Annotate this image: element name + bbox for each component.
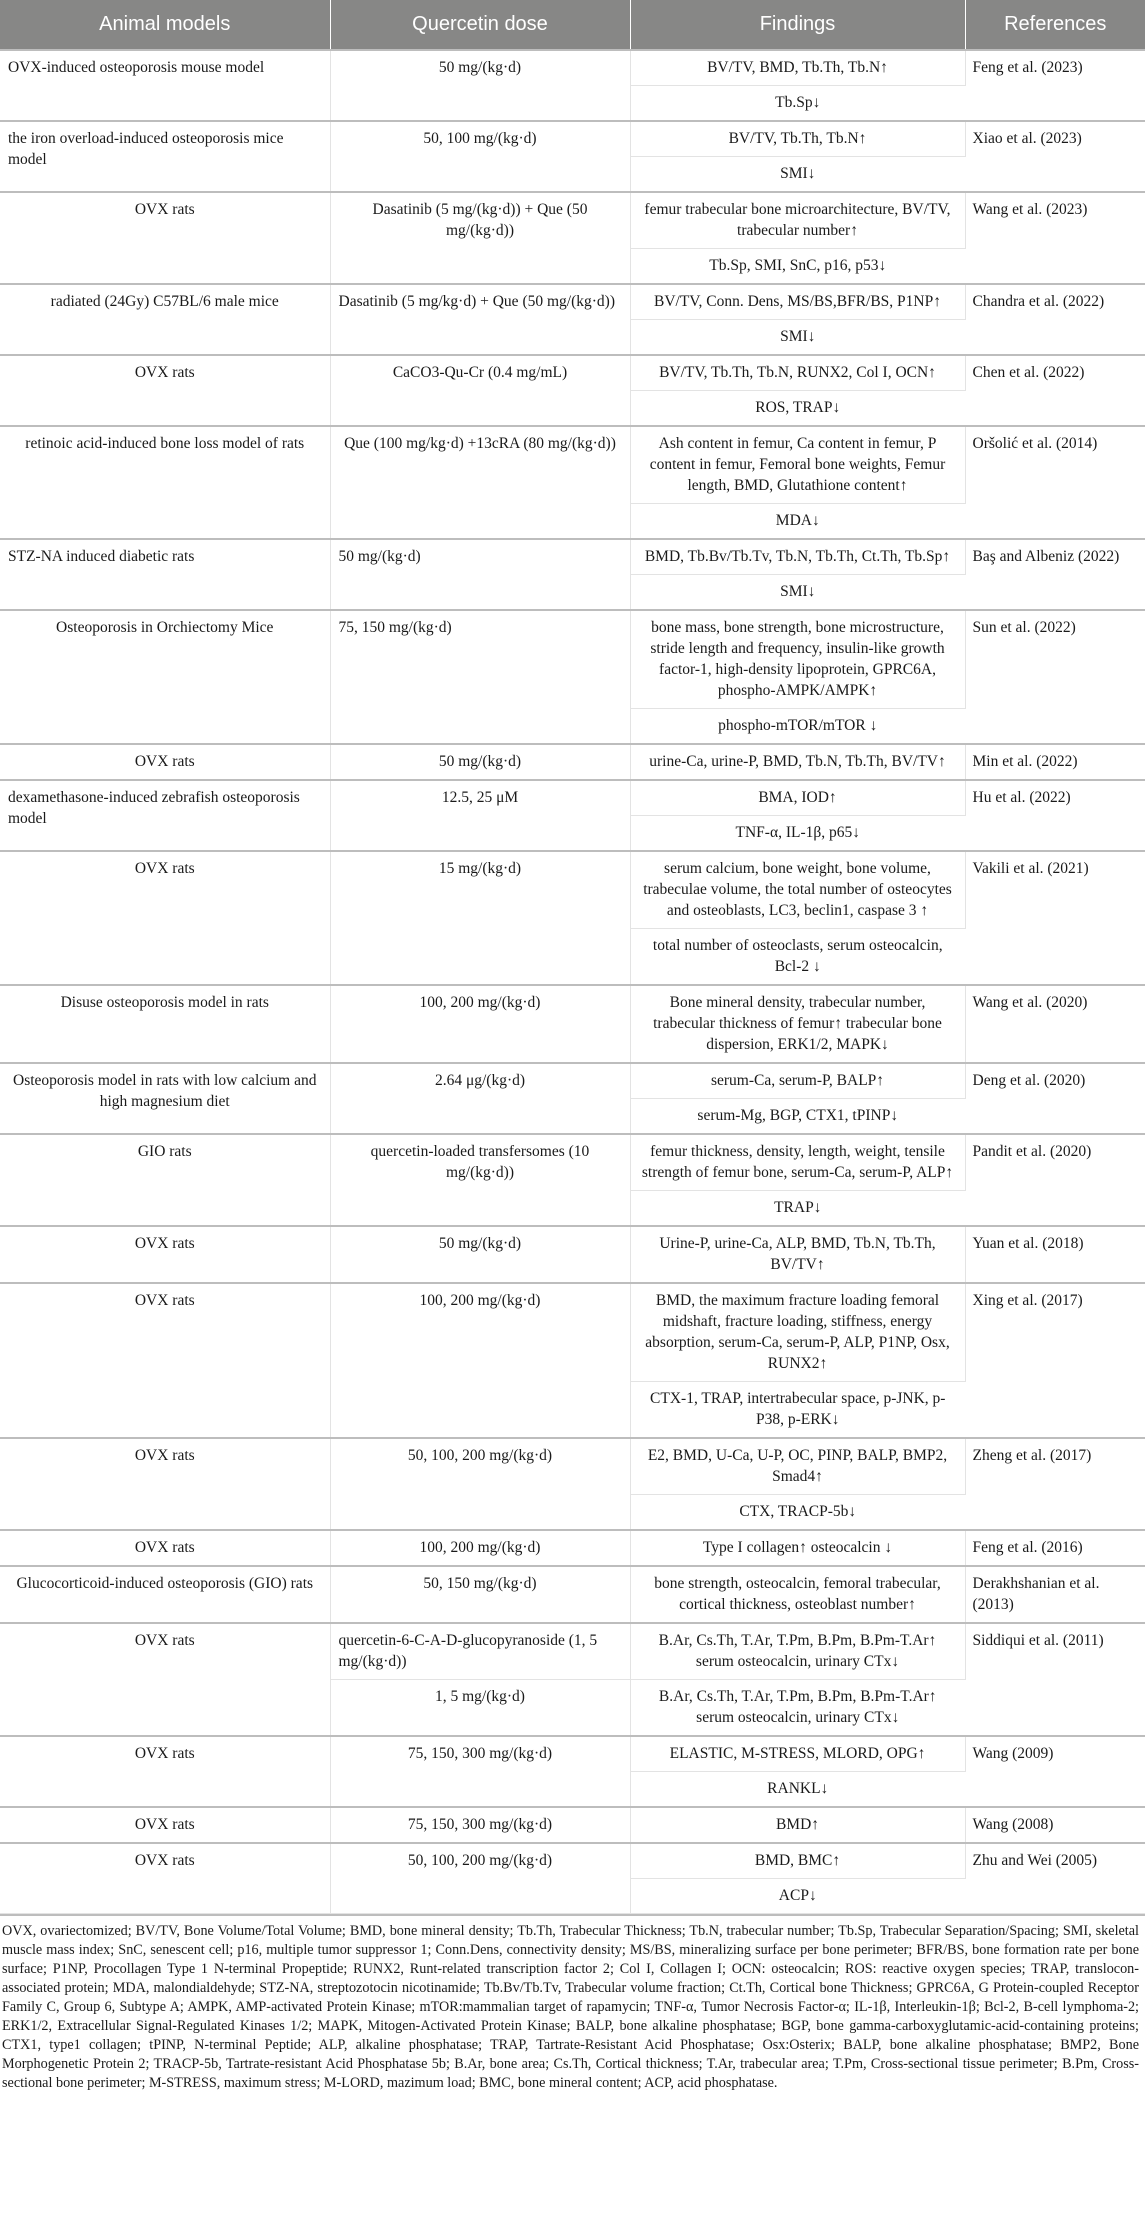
cell-findings: E2, BMD, U-Ca, U-P, OC, PINP, BALP, BMP2, Smad4↑ bbox=[630, 1438, 965, 1495]
cell-quercetin-dose: CaCO3-Qu-Cr (0.4 mg/mL) bbox=[330, 355, 630, 426]
cell-animal-model: OVX rats bbox=[0, 355, 330, 426]
table-row bbox=[0, 50, 1145, 86]
cell-findings: BMD↑ bbox=[630, 1807, 965, 1843]
table-header-row bbox=[0, 0, 1145, 50]
cell-findings: B.Ar, Cs.Th, T.Ar, T.Pm, B.Pm, B.Pm-T.Ar↑ serum osteocalcin, urinary CTx↓ bbox=[630, 1623, 965, 1680]
cell-quercetin-dose: 50 mg/(kg·d) bbox=[330, 539, 630, 610]
cell-reference: Xing et al. (2017) bbox=[965, 1283, 1145, 1438]
cell-findings: ELASTIC, M-STRESS, MLORD, OPG↑ bbox=[630, 1736, 965, 1772]
cell-reference: Wang (2008) bbox=[965, 1807, 1145, 1843]
cell-reference: Siddiqui et al. (2011) bbox=[965, 1623, 1145, 1736]
cell-findings: serum-Ca, serum-P, BALP↑ bbox=[630, 1063, 965, 1099]
table-row bbox=[0, 284, 1145, 320]
table-row bbox=[0, 192, 1145, 249]
cell-quercetin-dose: 50 mg/(kg·d) bbox=[330, 50, 630, 121]
cell-animal-model: OVX rats bbox=[0, 1843, 330, 1914]
cell-findings: femur thickness, density, length, weight, tensile strength of femur bone, serum-Ca, serum-P, ALP↑ bbox=[630, 1134, 965, 1191]
cell-findings: urine-Ca, urine-P, BMD, Tb.N, Tb.Th, BV/TV↑ bbox=[630, 744, 965, 780]
header-findings: Findings bbox=[630, 0, 965, 50]
cell-animal-model: OVX rats bbox=[0, 1438, 330, 1530]
cell-quercetin-dose: Dasatinib (5 mg/(kg·d)) + Que (50 mg/(kg·d)) bbox=[330, 192, 630, 284]
cell-findings: BMD, the maximum fracture loading femoral midshaft, fracture loading, stiffness, energy absorption, serum-Ca, serum-P, ALP, P1NP, Osx, RUNX2↑ bbox=[630, 1283, 965, 1382]
cell-findings: serum-Mg, BGP, CTX1, tPINP↓ bbox=[630, 1099, 965, 1135]
cell-quercetin-dose: 15 mg/(kg·d) bbox=[330, 851, 630, 985]
cell-findings: phospho-mTOR/mTOR ↓ bbox=[630, 709, 965, 745]
cell-animal-model: Glucocorticoid-induced osteoporosis (GIO) rats bbox=[0, 1566, 330, 1623]
cell-reference: Hu et al. (2022) bbox=[965, 780, 1145, 851]
cell-findings: femur trabecular bone microarchitecture, BV/TV, trabecular number↑ bbox=[630, 192, 965, 249]
cell-reference: Sun et al. (2022) bbox=[965, 610, 1145, 744]
table-row bbox=[0, 1623, 1145, 1680]
cell-reference: Derakhshanian et al. (2013) bbox=[965, 1566, 1145, 1623]
table-row bbox=[0, 1566, 1145, 1623]
cell-quercetin-dose: 50, 150 mg/(kg·d) bbox=[330, 1566, 630, 1623]
cell-animal-model: OVX rats bbox=[0, 1807, 330, 1843]
table-row bbox=[0, 851, 1145, 929]
cell-animal-model: Osteoporosis in Orchiectomy Mice bbox=[0, 610, 330, 744]
cell-quercetin-dose: 50, 100, 200 mg/(kg·d) bbox=[330, 1438, 630, 1530]
header-animal-models: Animal models bbox=[0, 0, 330, 50]
cell-quercetin-dose: 50 mg/(kg·d) bbox=[330, 1226, 630, 1283]
cell-quercetin-dose: 1, 5 mg/(kg·d) bbox=[330, 1680, 630, 1737]
cell-quercetin-dose: 75, 150, 300 mg/(kg·d) bbox=[330, 1807, 630, 1843]
cell-reference: Vakili et al. (2021) bbox=[965, 851, 1145, 985]
cell-quercetin-dose: 12.5, 25 μM bbox=[330, 780, 630, 851]
cell-findings: B.Ar, Cs.Th, T.Ar, T.Pm, B.Pm, B.Pm-T.Ar↑ serum osteocalcin, urinary CTx↓ bbox=[630, 1680, 965, 1737]
cell-findings: ACP↓ bbox=[630, 1879, 965, 1914]
cell-quercetin-dose: quercetin-loaded transfersomes (10 mg/(kg·d)) bbox=[330, 1134, 630, 1226]
cell-animal-model: radiated (24Gy) C57BL/6 male mice bbox=[0, 284, 330, 355]
cell-animal-model: OVX rats bbox=[0, 851, 330, 985]
cell-findings: TNF-α, IL-1β, p65↓ bbox=[630, 816, 965, 852]
cell-reference: Zheng et al. (2017) bbox=[965, 1438, 1145, 1530]
cell-quercetin-dose: 50, 100, 200 mg/(kg·d) bbox=[330, 1843, 630, 1914]
cell-quercetin-dose: 50 mg/(kg·d) bbox=[330, 744, 630, 780]
cell-findings: MDA↓ bbox=[630, 504, 965, 540]
cell-findings: Tb.Sp↓ bbox=[630, 86, 965, 122]
cell-findings: BV/TV, Tb.Th, Tb.N↑ bbox=[630, 121, 965, 157]
cell-animal-model: OVX rats bbox=[0, 192, 330, 284]
table-row bbox=[0, 1283, 1145, 1382]
cell-findings: total number of osteoclasts, serum osteocalcin, Bcl-2 ↓ bbox=[630, 929, 965, 986]
cell-findings: bone mass, bone strength, bone microstructure, stride length and frequency, insulin-like growth factor-1, high-density lipoprotein, GPRC6A, phospho-AMPK/AMPK↑ bbox=[630, 610, 965, 709]
cell-findings: CTX, TRACP-5b↓ bbox=[630, 1495, 965, 1531]
table-row bbox=[0, 1530, 1145, 1566]
cell-animal-model: OVX rats bbox=[0, 1283, 330, 1438]
cell-reference: Pandit et al. (2020) bbox=[965, 1134, 1145, 1226]
cell-findings: CTX-1, TRAP, intertrabecular space, p-JNK, p-P38, p-ERK↓ bbox=[630, 1382, 965, 1439]
cell-findings: SMI↓ bbox=[630, 157, 965, 193]
header-quercetin-dose: Quercetin dose bbox=[330, 0, 630, 50]
cell-reference: Chandra et al. (2022) bbox=[965, 284, 1145, 355]
cell-reference: Chen et al. (2022) bbox=[965, 355, 1145, 426]
cell-findings: RANKL↓ bbox=[630, 1772, 965, 1808]
cell-findings: bone strength, osteocalcin, femoral trabecular, cortical thickness, osteoblast number↑ bbox=[630, 1566, 965, 1623]
cell-findings: ROS, TRAP↓ bbox=[630, 391, 965, 427]
cell-reference: Wang (2009) bbox=[965, 1736, 1145, 1807]
cell-quercetin-dose: 50, 100 mg/(kg·d) bbox=[330, 121, 630, 192]
header-references: References bbox=[965, 0, 1145, 50]
cell-reference: Oršolić et al. (2014) bbox=[965, 426, 1145, 539]
cell-findings: BMA, IOD↑ bbox=[630, 780, 965, 816]
cell-reference: Xiao et al. (2023) bbox=[965, 121, 1145, 192]
cell-animal-model: retinoic acid-induced bone loss model of rats bbox=[0, 426, 330, 539]
table-row bbox=[0, 1134, 1145, 1191]
cell-findings: Ash content in femur, Ca content in femur, P content in femur, Femoral bone weights, Femur length, BMD, Glutathione content↑ bbox=[630, 426, 965, 504]
cell-findings: BV/TV, Conn. Dens, MS/BS,BFR/BS, P1NP↑ bbox=[630, 284, 965, 320]
table-row bbox=[0, 780, 1145, 816]
cell-quercetin-dose: 75, 150, 300 mg/(kg·d) bbox=[330, 1736, 630, 1807]
cell-reference: Deng et al. (2020) bbox=[965, 1063, 1145, 1134]
cell-animal-model: OVX rats bbox=[0, 1530, 330, 1566]
cell-quercetin-dose: 100, 200 mg/(kg·d) bbox=[330, 985, 630, 1063]
cell-findings: serum calcium, bone weight, bone volume, trabeculae volume, the total number of osteocytes and osteoblasts, LC3, beclin1, caspase 3 ↑ bbox=[630, 851, 965, 929]
cell-quercetin-dose: Que (100 mg/kg·d) +13cRA (80 mg/(kg·d)) bbox=[330, 426, 630, 539]
cell-animal-model: OVX rats bbox=[0, 1736, 330, 1807]
cell-quercetin-dose: quercetin-6-C-A-D-glucopyranoside (1, 5 mg/(kg·d)) bbox=[330, 1623, 630, 1680]
cell-findings: BMD, BMC↑ bbox=[630, 1843, 965, 1879]
cell-reference: Wang et al. (2020) bbox=[965, 985, 1145, 1063]
cell-quercetin-dose: 2.64 μg/(kg·d) bbox=[330, 1063, 630, 1134]
cell-findings: SMI↓ bbox=[630, 320, 965, 356]
table-row bbox=[0, 121, 1145, 157]
table-footnote: OVX, ovariectomized; BV/TV, Bone Volume/Total Volume; BMD, bone mineral density; Tb.Th, Trabecular Thickness; Tb.N, trabecular number; Tb.Sp, Trabecular Separation/Spacing; SMI, skeletal muscle mass index; SnC, senescent cell; p16, multiple tumor suppressor 1; Conn.Dens, connectivity density; MS/BS, mineralizing surface per bone perimeter; BFR/BS, bone formation rate per bone surface; P1NP, Procollagen Type 1 N-terminal Propeptide; RUNX2, Runt-related transcription factor 2; Col I, Collagen I; OCN: osteocalcin; ROS: reactive oxygen species; TRAP, translocon-associated protein; MDA, malondialdehyde; STZ-NA, streptozotocin nicotinamide; Tb.Bv/Tb.Tv, Trabecular volume fraction; Ct.Th, Cortical bone Thickness; GPRC6A, G Protein-coupled Receptor Family C, Group 6, Subtype A; AMPK, AMP-activated Protein Kinase; mTOR:mammalian target of rapamycin; TNF-α, Tumor Necrosis Factor-α; IL-1β, Interleukin-1β; Bcl-2, B-cell lymphoma-2; ERK1/2, Extracellular Signal-Regulated Kinases 1/2; MAPK, Mitogen-Activated Protein Kinase; BALP, bone alkaline phosphatase; BGP, bone gamma-carboxyglutamic-acid-containing proteins; CTX1, type1 collagen; tPINP, N-terminal Peptide; ALP, alkaline phosphatase; TRAP, Tartrate-Resistant Acid Phosphatase; Osx:Osterix; BALP, bone alkaline phosphatase; BMP2, Bone Morphogenetic Protein 2; TRACP-5b, Tartrate-resistant Acid Phosphatase 5b; B.Ar, bone area; Cs.Th, Cortical thickness; T.Ar, trabecular area; T.Pm, Cross-sectional tissue perimeter; B.Pm, Cross-sectional bone perimeter; M-STRESS, maximum stress; M-LORD, mazimum load; BMC, bone mineral content; ACP, acid phosphatase. bbox=[0, 1914, 1145, 2093]
cell-animal-model: the iron overload-induced osteoporosis mice model bbox=[0, 121, 330, 192]
table-row bbox=[0, 1063, 1145, 1099]
cell-findings: TRAP↓ bbox=[630, 1191, 965, 1227]
table-row bbox=[0, 1226, 1145, 1283]
table-row bbox=[0, 610, 1145, 709]
cell-reference: Zhu and Wei (2005) bbox=[965, 1843, 1145, 1914]
cell-reference: Yuan et al. (2018) bbox=[965, 1226, 1145, 1283]
table-row bbox=[0, 1438, 1145, 1495]
cell-reference: Feng et al. (2023) bbox=[965, 50, 1145, 121]
cell-findings: Urine-P, urine-Ca, ALP, BMD, Tb.N, Tb.Th, BV/TV↑ bbox=[630, 1226, 965, 1283]
cell-reference: Wang et al. (2023) bbox=[965, 192, 1145, 284]
table-body bbox=[0, 50, 1145, 1914]
table-row bbox=[0, 426, 1145, 504]
cell-reference: Min et al. (2022) bbox=[965, 744, 1145, 780]
cell-animal-model: GIO rats bbox=[0, 1134, 330, 1226]
cell-findings: Bone mineral density, trabecular number, trabecular thickness of femur↑ trabecular bone dispersion, ERK1/2, MAPK↓ bbox=[630, 985, 965, 1063]
cell-animal-model: OVX rats bbox=[0, 744, 330, 780]
cell-findings: BMD, Tb.Bv/Tb.Tv, Tb.N, Tb.Th, Ct.Th, Tb.Sp↑ bbox=[630, 539, 965, 575]
cell-findings: Tb.Sp, SMI, SnC, p16, p53↓ bbox=[630, 249, 965, 285]
cell-quercetin-dose: 100, 200 mg/(kg·d) bbox=[330, 1530, 630, 1566]
cell-animal-model: STZ-NA induced diabetic rats bbox=[0, 539, 330, 610]
table-row bbox=[0, 985, 1145, 1063]
cell-animal-model: Disuse osteoporosis model in rats bbox=[0, 985, 330, 1063]
cell-animal-model: dexamethasone-induced zebrafish osteoporosis model bbox=[0, 780, 330, 851]
table-row bbox=[0, 539, 1145, 575]
table-row bbox=[0, 355, 1145, 391]
cell-findings: Type I collagen↑ osteocalcin ↓ bbox=[630, 1530, 965, 1566]
table-row bbox=[0, 744, 1145, 780]
cell-reference: Feng et al. (2016) bbox=[965, 1530, 1145, 1566]
cell-animal-model: OVX rats bbox=[0, 1623, 330, 1736]
cell-animal-model: OVX rats bbox=[0, 1226, 330, 1283]
cell-findings: BV/TV, BMD, Tb.Th, Tb.N↑ bbox=[630, 50, 965, 86]
cell-quercetin-dose: 75, 150 mg/(kg·d) bbox=[330, 610, 630, 744]
table-row bbox=[0, 1736, 1145, 1772]
cell-quercetin-dose: Dasatinib (5 mg/kg·d) + Que (50 mg/(kg·d)) bbox=[330, 284, 630, 355]
table-row bbox=[0, 1843, 1145, 1879]
cell-findings: BV/TV, Tb.Th, Tb.N, RUNX2, Col I, OCN↑ bbox=[630, 355, 965, 391]
table-row bbox=[0, 1807, 1145, 1843]
cell-animal-model: OVX-induced osteoporosis mouse model bbox=[0, 50, 330, 121]
cell-findings: SMI↓ bbox=[630, 575, 965, 611]
cell-reference: Baş and Albeniz (2022) bbox=[965, 539, 1145, 610]
cell-quercetin-dose: 100, 200 mg/(kg·d) bbox=[330, 1283, 630, 1438]
cell-animal-model: Osteoporosis model in rats with low calcium and high magnesium diet bbox=[0, 1063, 330, 1134]
